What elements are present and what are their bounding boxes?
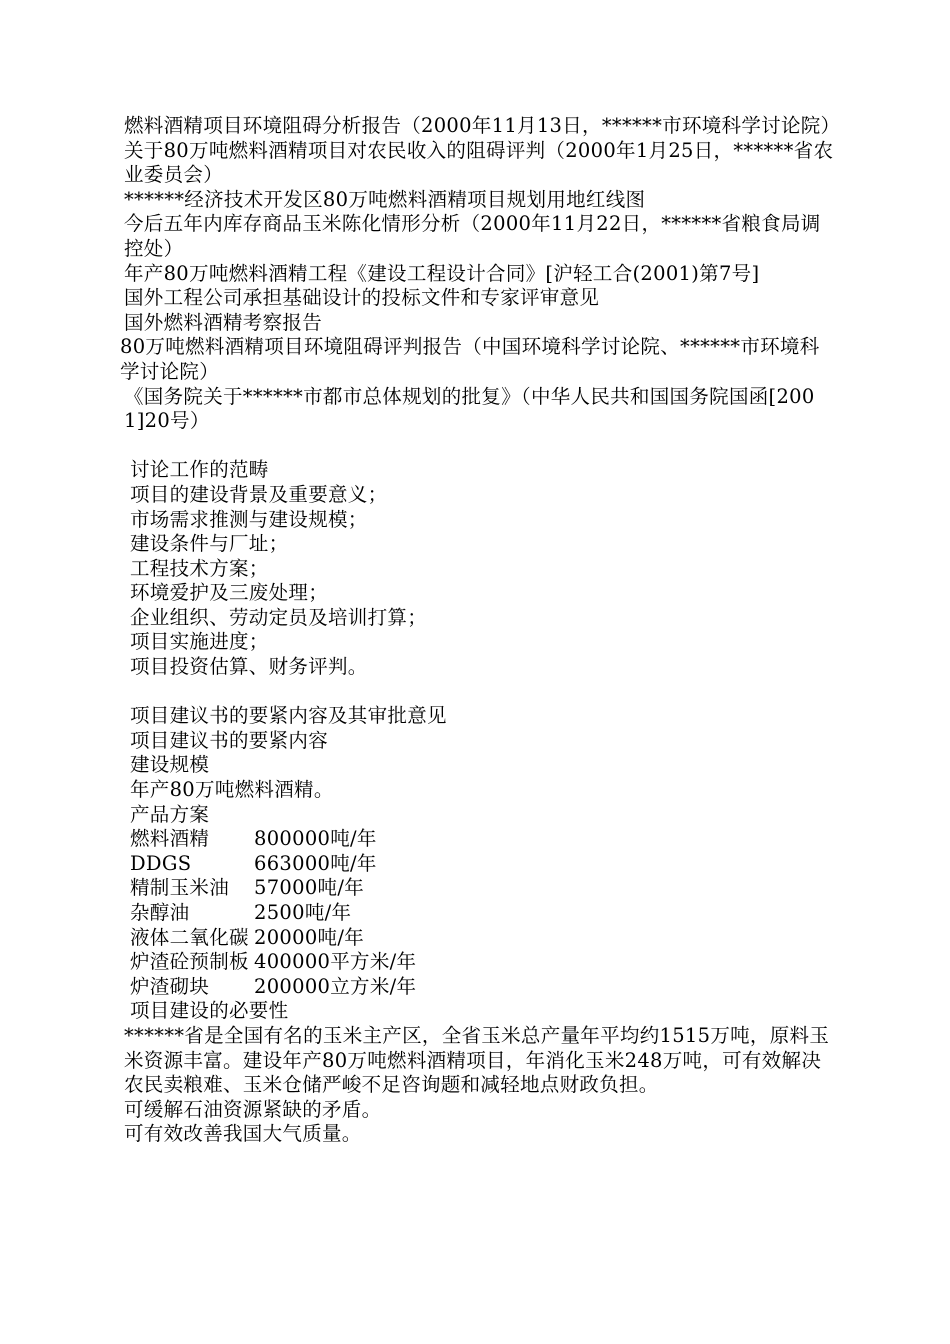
product-row: [114, 852, 834, 877]
reference-line: 燃料酒精项目环境阻碍分析报告（2000年11月13日，******市环境科学讨论院）: [124, 114, 841, 137]
necessity-heading: 项目建设的必要性: [130, 999, 289, 1023]
product-row: [114, 950, 834, 975]
product-amount: 800000吨/年: [254, 827, 377, 851]
necessity-item: 可缓解石油资源紧缺的矛盾。: [124, 1097, 382, 1121]
product-amount: 400000平方米/年: [254, 950, 417, 974]
product-name: 炉渣砼预制板: [130, 950, 249, 974]
blank-line: [114, 434, 834, 459]
product-row: [114, 876, 834, 901]
product-name: 炉渣砌块: [130, 974, 210, 998]
scope-item: 工程技术方案；: [130, 556, 269, 580]
product-name: 杂醇油: [130, 901, 190, 924]
product-amount: 2500吨/年: [254, 901, 352, 924]
product-amount: 200000立方米/年: [254, 974, 417, 998]
reference-line: 国外工程公司承担基础设计的投标文件和专家评审意见: [124, 286, 600, 310]
product-amount: 20000吨/年: [254, 925, 365, 949]
product-row: [114, 827, 834, 852]
necessity-item: 可有效改善我国大气质量。: [124, 1122, 362, 1146]
product-row: [114, 901, 834, 926]
section-heading-scope: 讨论工作的范畴: [130, 458, 269, 482]
scale-heading: 建设规模: [130, 753, 210, 777]
reference-line: 关于80万吨燃料酒精项目对农民收入的阻碍评判（2000年1月25日，******省农业委员会）: [124, 138, 834, 187]
section-heading-proposal: 项目建议书的要紧内容及其审批意见: [130, 704, 447, 728]
scope-item: 市场需求推测与建设规模；: [130, 507, 368, 531]
reference-line: 国外燃料酒精考察报告: [124, 310, 323, 334]
product-name: 液体二氧化碳: [130, 925, 249, 949]
product-amount: 57000吨/年: [254, 876, 365, 900]
product-name: 燃料酒精: [130, 827, 210, 851]
product-heading: 产品方案: [130, 802, 210, 826]
scope-item: 项目实施进度；: [130, 630, 269, 654]
reference-line: ******经济技术开发区80万吨燃料酒精项目规划用地红线图: [124, 187, 646, 211]
scope-item: 企业组织、劳动定员及培训打算；: [130, 605, 428, 629]
scope-item: 项目的建设背景及重要意义；: [130, 482, 388, 506]
reference-line: 年产80万吨燃料酒精工程《建设工程设计合同》[沪轻工合(2001)第7号]: [124, 261, 760, 285]
product-name: DDGS: [130, 851, 192, 875]
reference-line: 80万吨燃料酒精项目环境阻碍评判报告（中国环境科学讨论院、******市环境科学讨论院）: [120, 335, 820, 383]
document-body: [114, 114, 841, 1147]
reference-line: 《国务院关于******市都市总体规划的批复》（中华人民共和国国务院国函[2001]20号）: [124, 384, 815, 433]
product-row: [114, 975, 834, 1000]
product-name: 精制玉米油: [130, 876, 230, 900]
reference-line: 今后五年内库存商品玉米陈化情形分析（2000年11月22日，******省粮食局调控处）: [124, 212, 821, 260]
scope-item: 建设条件与厂址；: [130, 532, 289, 556]
necessity-item: ******省是全国有名的玉米主产区，全省玉米总产量年平均约1515万吨，原料玉米资源丰富。建设年产80万吨燃料酒精项目，年消化玉米248万吨，可有效解决农民卖粮难、玉米仓储严峻不足咨询题和减轻地点财政负担。: [124, 1023, 830, 1097]
product-amount: 663000吨/年: [254, 851, 377, 875]
scale-text: 年产80万吨燃料酒精。: [130, 778, 334, 802]
product-row: [114, 926, 834, 951]
blank-line: [114, 680, 834, 705]
scope-item: 项目投资估算、财务评判。: [130, 655, 368, 679]
subsection-heading: 项目建议书的要紧内容: [130, 728, 329, 752]
scope-item: 环境爱护及三废处理；: [130, 581, 329, 605]
